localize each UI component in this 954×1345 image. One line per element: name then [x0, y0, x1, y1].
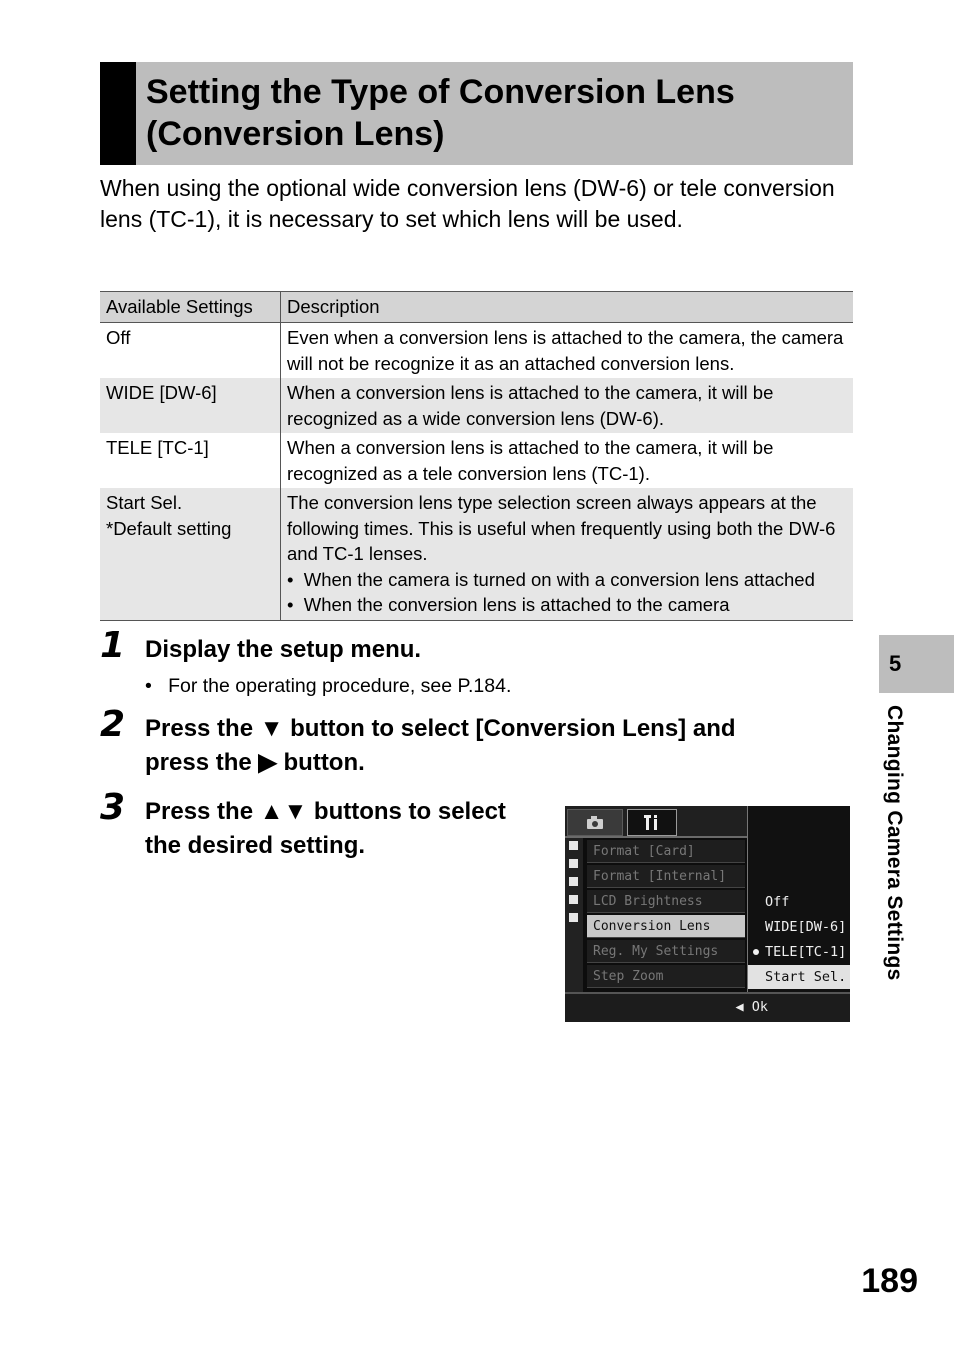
- setting-cell: TELE [TC-1]: [100, 433, 281, 488]
- wrench-icon: [628, 810, 676, 835]
- page-marker: [569, 895, 578, 904]
- column-header-settings: Available Settings: [100, 292, 281, 323]
- setting-cell: [100, 488, 281, 620]
- list-item: • When the conversion lens is attached to the camera: [287, 594, 730, 615]
- title-accent-bar: [100, 62, 136, 165]
- step-instruction-line: press the ▶ button.: [145, 749, 365, 776]
- intro-paragraph: When using the optional wide conversion lens (DW-6) or tele conversion lens (TC-1), it is necessary to set which lens will be used.: [100, 175, 835, 232]
- page-marker: [569, 877, 578, 886]
- table-row: [100, 378, 853, 433]
- step-number: 2: [100, 704, 126, 745]
- menu-page-indicator: [565, 838, 583, 992]
- camera-options-panel: [747, 806, 850, 992]
- title-line-1: Setting the Type of Conversion Lens: [146, 73, 735, 111]
- camera-option-current: TELE[TC-1]: [748, 940, 850, 964]
- camera-option-highlighted: Start Sel.: [748, 965, 850, 989]
- camera-menu-item: Format [Internal]: [587, 865, 745, 888]
- description-cell: When a conversion lens is attached to the camera, it will be recognized as a wide conversion lens (DW-6).: [281, 378, 854, 433]
- table-row: [100, 488, 853, 620]
- step-instruction: [145, 795, 555, 863]
- setting-cell: Off: [100, 323, 281, 379]
- section-title-banner: [100, 62, 853, 165]
- page-marker: [569, 841, 578, 850]
- camera-menu-tabs: [565, 806, 747, 838]
- camera-option: Off: [765, 894, 790, 910]
- page-number: 189: [861, 1262, 918, 1300]
- camera-menu-item: Format [Card]: [587, 840, 745, 863]
- current-setting-dot-icon: [753, 949, 759, 955]
- camera-footer: [565, 992, 850, 1022]
- chapter-number: 5: [889, 651, 902, 676]
- camera-lcd-screenshot: [565, 806, 850, 1022]
- step-instruction: [145, 712, 845, 780]
- step-instruction-line: Press the ▲▼ buttons to select: [145, 798, 506, 825]
- step-number: 3: [100, 787, 126, 828]
- step-subnote: • For the operating procedure, see P.184.: [145, 675, 512, 697]
- table-row: [100, 433, 853, 488]
- camera-menu-item-selected: Conversion Lens: [587, 915, 745, 938]
- settings-table: [100, 291, 853, 621]
- description-cell: When a conversion lens is attached to the camera, it will be recognized as a tele conversion lens (TC-1).: [287, 437, 774, 484]
- camera-menu-item: Reg. My Settings: [587, 940, 745, 963]
- setting-cell: WIDE [DW-6]: [100, 378, 281, 433]
- ok-hint: ◀ Ok: [735, 999, 768, 1015]
- step-instruction-line: Press the ▼ button to select [Conversion Lens] and: [145, 715, 736, 742]
- setup-tab: [627, 809, 677, 836]
- default-setting-note: *Default setting: [106, 517, 232, 539]
- list-item: • When the camera is turned on with a conversion lens attached: [287, 568, 815, 590]
- camera-option: WIDE[DW-6]: [765, 919, 847, 935]
- description-cell: [281, 488, 854, 620]
- camera-icon: [568, 810, 622, 835]
- description-text: The conversion lens type selection screen always appears at the following times. This is useful when frequently using both the DW-6 and TC-1 lenses.: [287, 492, 836, 564]
- title-line-2: (Conversion Lens): [146, 115, 445, 153]
- chapter-tab: [879, 635, 954, 693]
- camera-menu-item: LCD Brightness: [587, 890, 745, 913]
- table-row: [100, 323, 853, 379]
- step-instruction-line: the desired setting.: [145, 832, 366, 859]
- setting-name: Start Sel.: [106, 492, 183, 513]
- description-cell: Even when a conversion lens is attached to the camera, the camera will not be recognize it as an attached conversion lens.: [287, 327, 844, 374]
- chapter-label: [880, 705, 920, 1035]
- column-header-description: Description: [281, 292, 854, 323]
- page-marker: [569, 913, 578, 922]
- page-marker: [569, 859, 578, 868]
- camera-tab: [567, 809, 623, 836]
- step-number: 1: [100, 625, 126, 666]
- camera-menu-item: Step Zoom: [587, 965, 745, 988]
- section-title: [146, 71, 851, 155]
- step-instruction: Display the setup menu.: [145, 636, 422, 663]
- table-header-row: [100, 292, 853, 323]
- chapter-title: Changing Camera Settings: [883, 705, 906, 981]
